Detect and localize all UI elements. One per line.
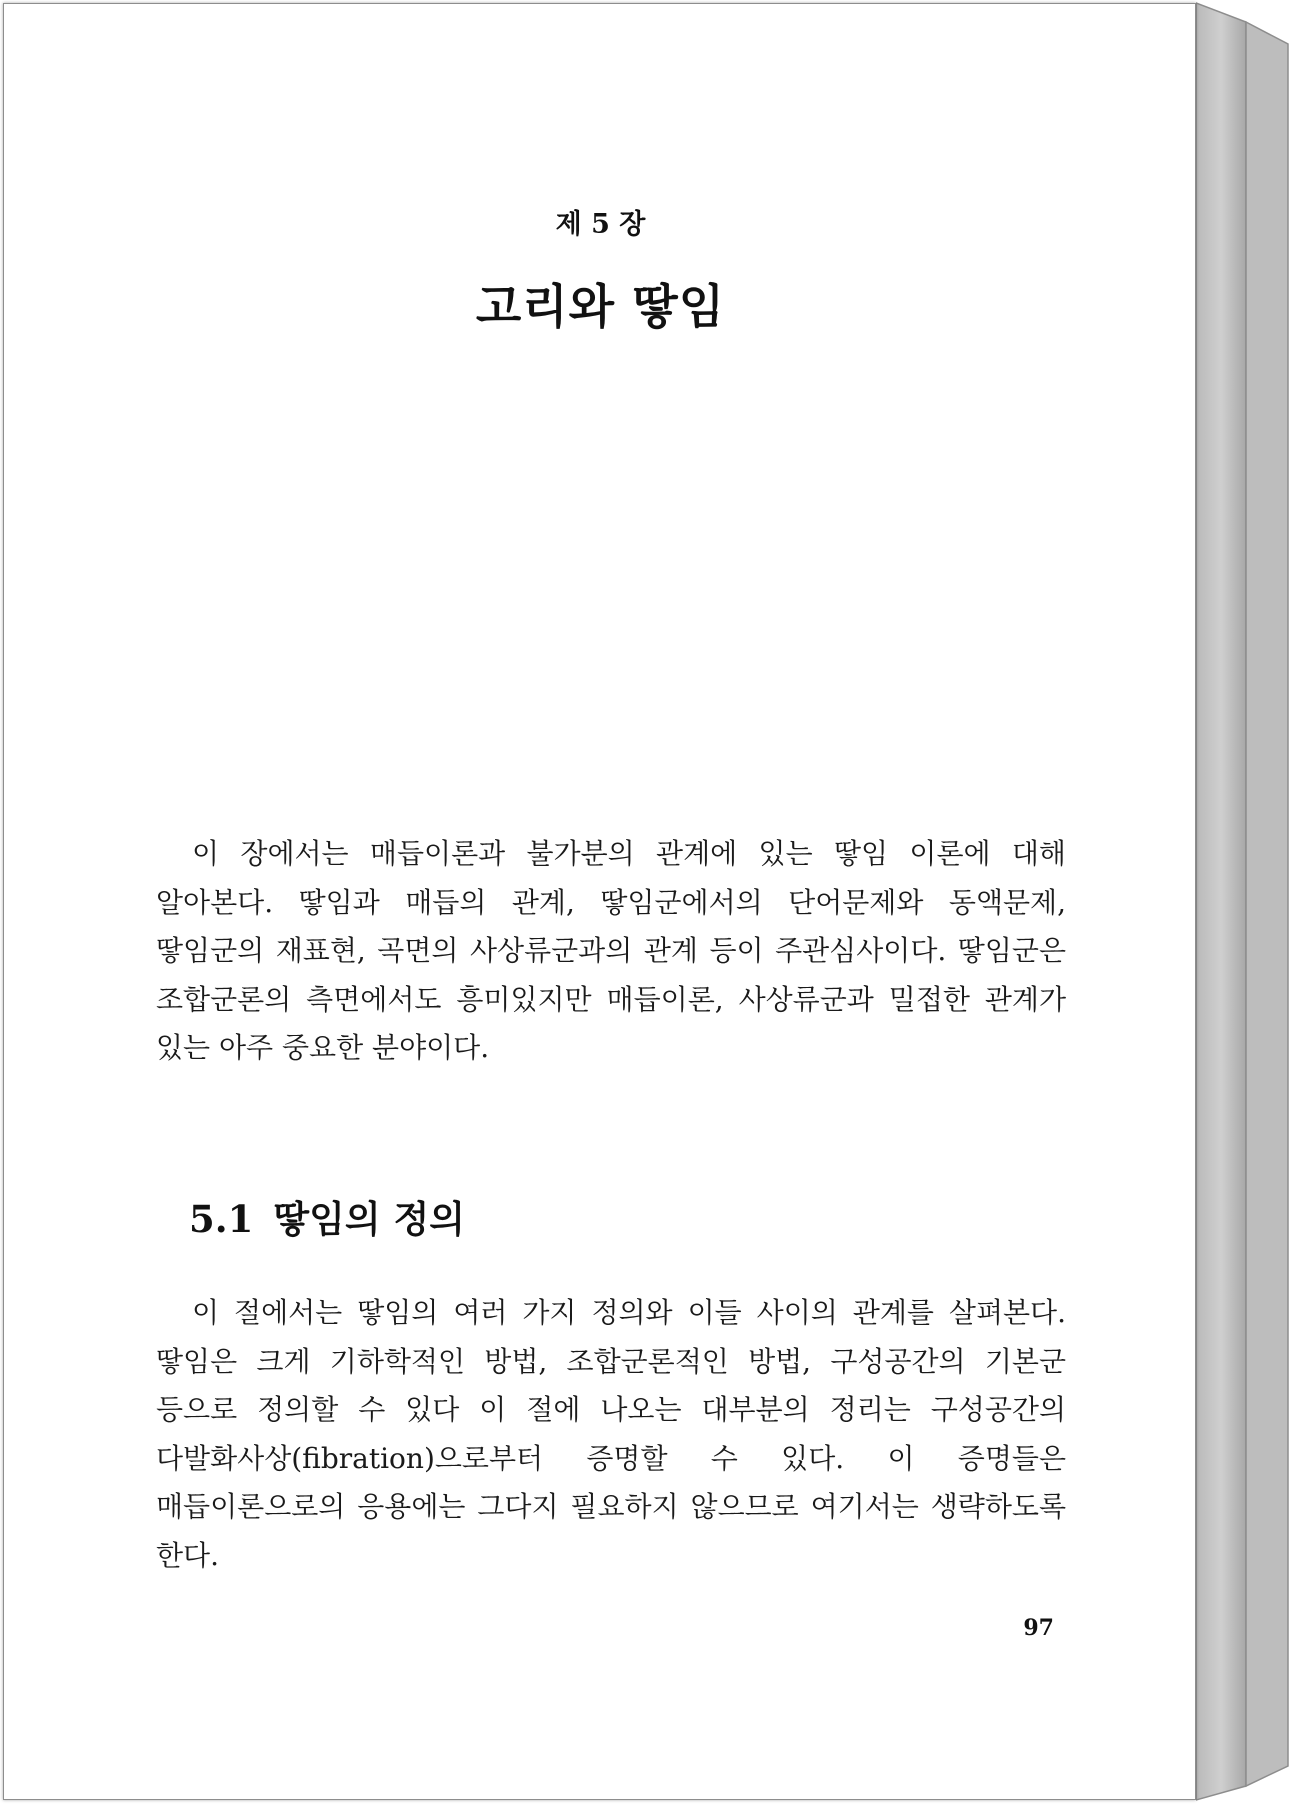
book-page-edge xyxy=(1196,0,1290,1806)
chapter-title: 고리와 땋임 xyxy=(475,280,726,335)
book-page xyxy=(3,3,1196,1800)
section-paragraph: 이 절에서는 땋임의 여러 가지 정의와 이들 사이의 관계를 살펴본다. 땋임은 크게 기하학적인 방법, 조합군론적인 방법, 구성공간의 기본군 등으로 정의할 수 있다 이 절에 나오는 대부분의 정리는 구성공간의 다발화사상(fibration)으로부터 증명할 수 있다. 이 증명들은 매듭이론으로의 응용에는 그다지 필요하지 않으므로 여기서는 생략하도록 한다. xyxy=(156,1296,1066,1572)
page-number: 97 xyxy=(1023,1615,1054,1641)
section-number: 5.1 xyxy=(189,1197,254,1241)
chapter-label: 제 5 장 xyxy=(555,209,646,240)
intro-paragraph: 이 장에서는 매듭이론과 불가분의 관계에 있는 땋임 이론에 대해 알아본다. 땋임과 매듭의 관계, 땋임군에서의 단어문제와 동액문제, 땋임군의 재표현, 곡면의 사상류군과의 관계 등이 주관심사이다. 땋임군은 조합군론의 측면에서도 흥미있지만 매듭이론, 사상류군과 밀접한 관계가 있는 아주 중요한 분야이다. xyxy=(156,837,1067,1064)
section-heading xyxy=(189,1189,465,1243)
section-title: 땋임의 정의 xyxy=(273,1197,465,1241)
